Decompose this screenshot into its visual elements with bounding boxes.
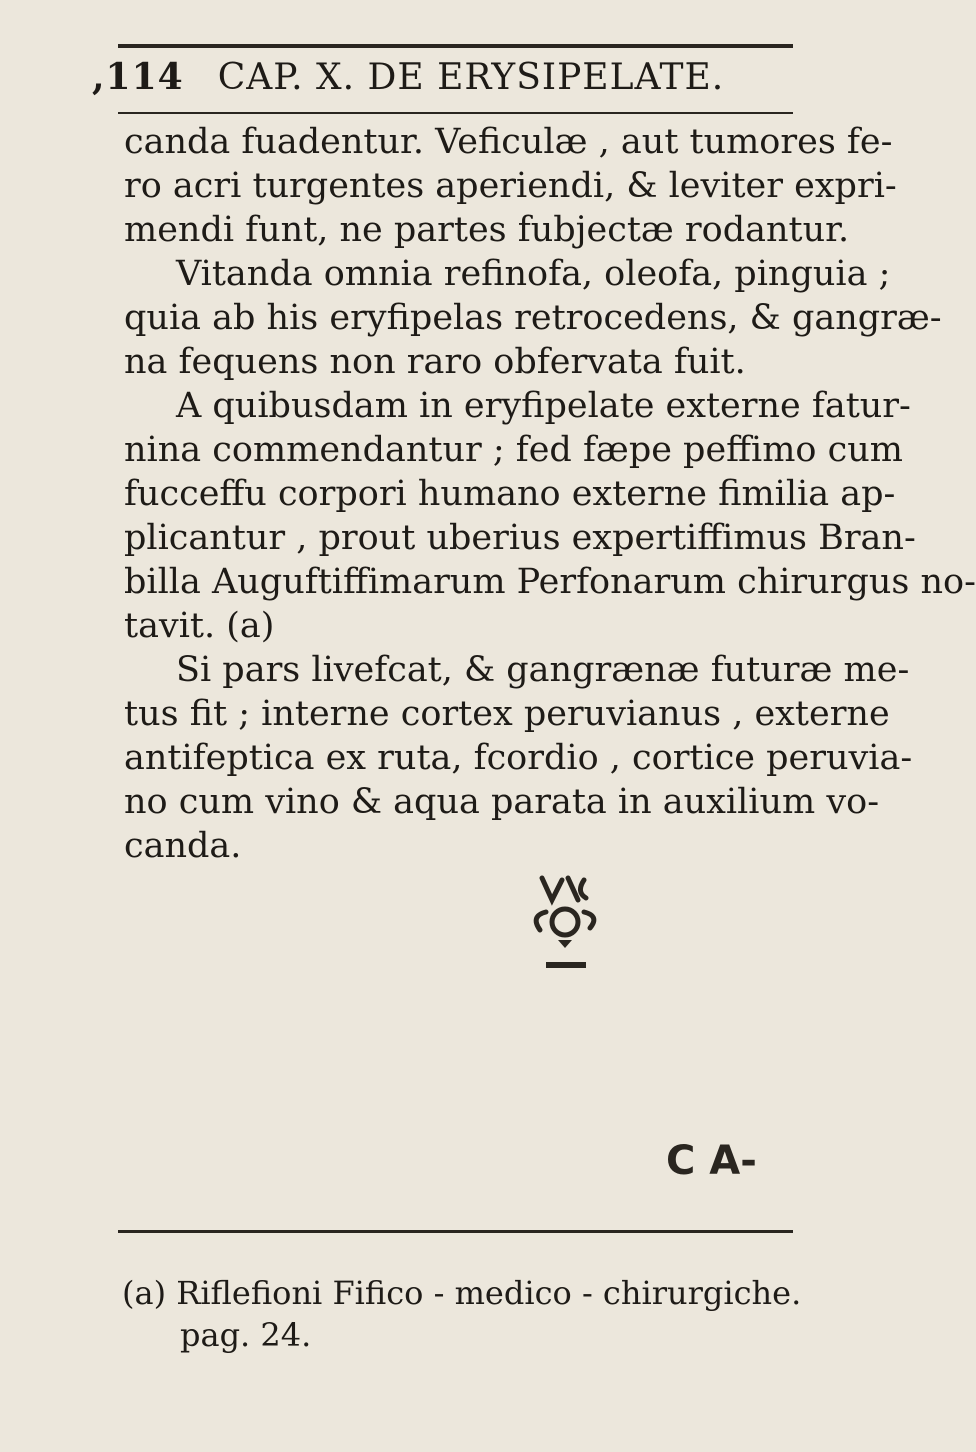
- top-rule: [118, 44, 793, 48]
- page-number: ,114: [92, 56, 184, 98]
- paragraph-2: [124, 252, 942, 384]
- running-title: CAP. X. DE ERYSIPELATE.: [217, 57, 725, 98]
- text-line: canda.: [124, 826, 242, 866]
- text-line: billa Auguftiffimarum Perfonarum chirurgus no-: [124, 562, 976, 602]
- text-line: quia ab his eryfipelas retrocedens, & gangræ-: [124, 298, 942, 338]
- header-rule: [118, 112, 793, 114]
- text-line: fucceffu corpori humano externe fimilia ap-: [124, 474, 896, 514]
- text-line: plicantur , prout uberius expertiffimus Bran-: [124, 518, 916, 558]
- text-line: no cum vino & aqua parata in auxilium vo-: [124, 782, 880, 822]
- text-line: mendi funt, ne partes fubjectæ rodantur.: [124, 210, 850, 250]
- text-line: A quibusdam in eryfipelate externe fatur-: [176, 386, 911, 426]
- printers-fleuron-icon: [520, 870, 610, 980]
- signature-mark: C A-: [666, 1138, 757, 1184]
- footnote-line: (a) Riflefioni Fifico - medico - chirurgiche.: [122, 1274, 802, 1312]
- footnote: [122, 1272, 802, 1356]
- text-line: tus fit ; interne cortex peruvianus , externe: [124, 694, 890, 734]
- footnote-line: pag. 24.: [180, 1316, 312, 1354]
- text-line: Vitanda omnia refinofa, oleofa, pinguia ;: [176, 254, 891, 294]
- text-line: tavit. (a): [124, 606, 275, 646]
- text-line: Si pars livefcat, & gangrænæ futuræ me-: [176, 650, 910, 690]
- text-line: nina commendantur ; fed fæpe peffimo cum: [124, 430, 903, 470]
- paragraph-4: [124, 648, 913, 868]
- text-line: na fequens non raro obfervata fuit.: [124, 342, 746, 382]
- paragraph-1: [124, 120, 897, 252]
- paragraph-3: [124, 384, 976, 648]
- footnote-rule: [118, 1230, 793, 1233]
- text-line: ro acri turgentes aperiendi, & leviter expri-: [124, 166, 897, 206]
- text-line: canda fuadentur. Veficulæ , aut tumores fe-: [124, 122, 893, 162]
- text-line: antifeptica ex ruta, fcordio , cortice peruvia-: [124, 738, 913, 778]
- body-text: [124, 120, 976, 868]
- running-head: [92, 56, 792, 98]
